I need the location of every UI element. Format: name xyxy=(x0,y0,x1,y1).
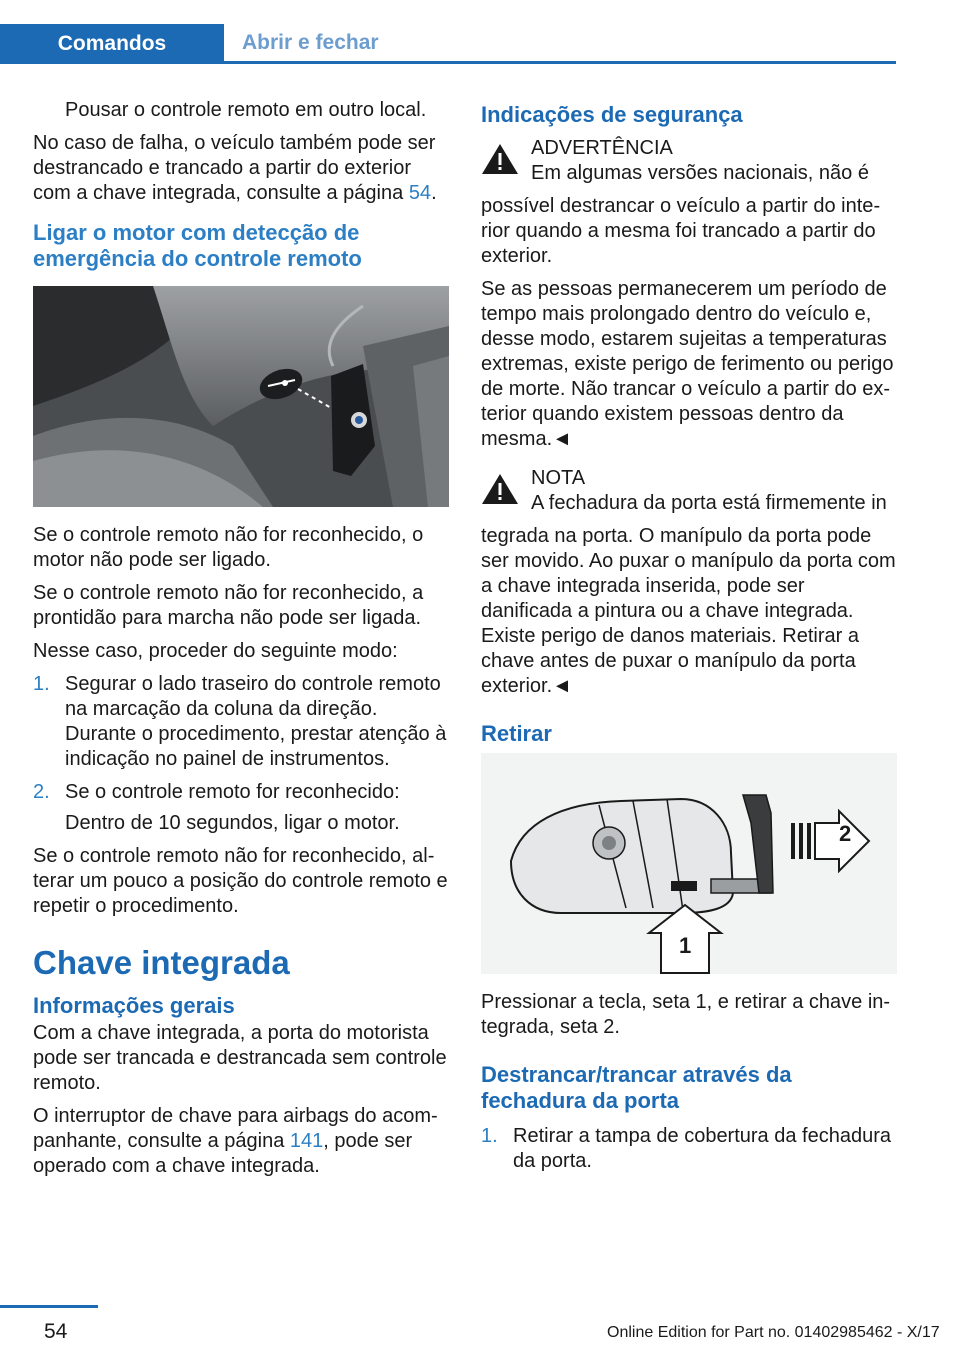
heading-lock-via-door: Destrancar/trancar através da fechadura da porta xyxy=(481,1062,792,1113)
header-rule xyxy=(0,61,896,64)
paragraph-procedure: Nesse caso, proceder do seguinte modo: xyxy=(33,640,398,662)
edition-text: Online Edition for Part no. 01402985462 - X/17 xyxy=(607,1324,940,1341)
lock-steps-list xyxy=(481,1124,897,1174)
page-link-141[interactable]: 141 xyxy=(289,1130,324,1152)
paragraph-not-recognized-ready: Se o controle remoto não for reconhecido, a prontidão para marcha não pode ser ligada. xyxy=(33,582,424,629)
paragraph-key-door: Com a chave integrada, a porta do motorista pode ser trancada e destrancada sem controle remoto. xyxy=(33,1022,447,1094)
step2-detail: Dentro de 10 segundos, ligar o motor. xyxy=(65,812,400,834)
paragraph-not-recognized-engine: Se o controle remoto não for reconhecido, o motor não pode ser ligado. xyxy=(33,524,424,571)
paragraph-retry: Se o controle remoto não for reconhecido, alterar um pouco a posição do controle remoto e repetir o procedimento. xyxy=(33,845,448,917)
arrow-label-1: 1 xyxy=(679,933,692,958)
right-column xyxy=(481,98,897,1182)
heading-safety: Indicações de segurança xyxy=(481,102,743,127)
heading-remove: Retirar xyxy=(481,721,552,746)
paragraph-remove-key: Pressionar a tecla, seta 1, e retirar a chave integrada, seta 2. xyxy=(481,991,891,1038)
list-item: 1. Retirar a tampa de cobertura da fechadura da porta. xyxy=(481,1125,891,1172)
warning-text: possível destrancar o veículo a partir do interior quando a mesma foi trancado a partir do exterior. xyxy=(481,195,881,267)
emergency-steps-list xyxy=(33,672,449,805)
left-column xyxy=(33,98,449,1187)
heading-emergency-start: Ligar o motor com detecção de emergência do controle remoto xyxy=(33,220,362,271)
note-block: NOTA A fechadura da porta está firmemente in xyxy=(481,466,897,516)
page-number: 54 xyxy=(44,1320,68,1343)
note-label: NOTA xyxy=(531,467,586,489)
fallback-paragraph: No caso de falha, o veículo também pode ser destrancado e trancado a partir do exterior com a chave integrada, consulte a página 54. xyxy=(33,132,437,204)
warning-triangle-icon xyxy=(481,142,519,176)
heading-general-info: Informações gerais xyxy=(33,993,235,1018)
steering-column-image xyxy=(33,286,449,507)
page-link-54[interactable]: 54 xyxy=(408,182,432,204)
paragraph-airbag-switch: O interruptor de chave para airbags do acompanhante, consulte a página 141, pode ser operado com a chave integrada. xyxy=(33,1105,438,1177)
warning-label: ADVERTÊNCIA xyxy=(531,137,673,159)
tab-comandos[interactable]: Comandos xyxy=(0,24,224,64)
steering-column-illustration xyxy=(33,286,449,507)
list-item: 1. Segurar o lado traseiro do controle remoto na marcação da coluna da direção. Durante o procedimento, prestar atenção à indicação no painel de instrumentos. xyxy=(33,673,447,770)
note-text: tegrada na porta. O manípulo da porta pode ser movido. Ao puxar o manípulo da porta com a chave integrada inserida, pode ser danificada a pintura ou a chave integrada. Existe perigo de danos materiais. Retirar a chave antes de puxar o manípulo da porta exterior.◄ xyxy=(481,525,896,697)
warning-text-2: Se as pessoas permanecerem um período de tempo mais prolongado dentro do veículo e, desse modo, estarem sujeitas a temperaturas extremas, existe perigo de ferimento ou perigo de morte. Não trancar o veículo a partir do exterior quando existem pessoas dentro da mesma.◄ xyxy=(481,278,894,450)
intro-text: Pousar o controle remoto em outro local. xyxy=(65,99,427,121)
arrow-label-2: 2 xyxy=(839,821,852,846)
warning-block: ADVERTÊNCIA Em algumas versões nacionais, não é xyxy=(481,136,897,186)
list-item: 2. Se o controle remoto for reconhecido: xyxy=(33,781,400,803)
warning-triangle-icon xyxy=(481,472,519,506)
footer-rule xyxy=(0,1305,98,1308)
tab-abrir-e-fechar[interactable]: Abrir e fechar xyxy=(242,31,379,54)
key-removal-image xyxy=(481,753,897,974)
heading-integrated-key: Chave integrada xyxy=(33,944,290,981)
section-tabs xyxy=(0,24,896,64)
